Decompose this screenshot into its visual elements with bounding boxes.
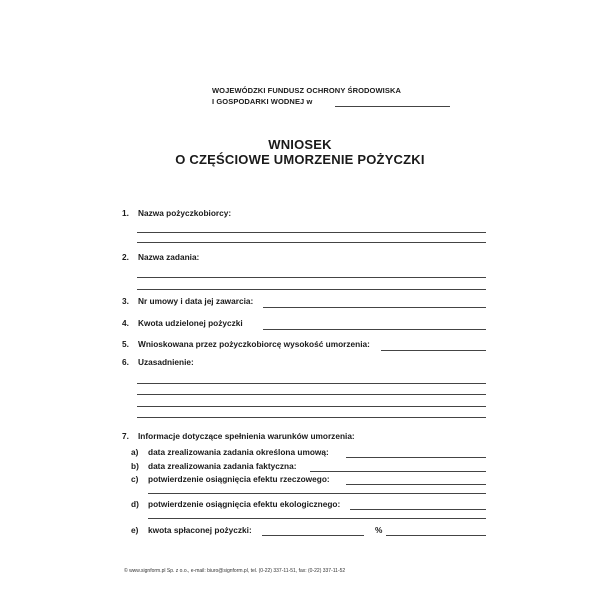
item-label-task-name: Nazwa zadania: — [138, 252, 200, 262]
justification-line[interactable] — [137, 383, 486, 384]
form-subtitle: O CZĘŚCIOWE UMORZENIE POŻYCZKI — [175, 152, 425, 167]
footer-copyright: © www.signform.pl Sp. z o.o., e-mail: biuro@signform.pl, tel. (0-22) 337-11-51, fax: (0-22) 337-11-52 — [124, 568, 346, 574]
borrower-name-line[interactable] — [137, 242, 486, 243]
form-title: WNIOSEK — [268, 137, 332, 152]
ecological-effect-line[interactable] — [148, 518, 486, 519]
subitem-label-ecological-effect: potwierdzenie osiągnięcia efektu ekologicznego: — [148, 499, 341, 509]
item-label-conditions: Informacje dotyczące spełnienia warunków umorzenia: — [138, 431, 355, 441]
percent-sign: % — [375, 525, 383, 535]
item-number: 7. — [122, 431, 129, 441]
justification-line[interactable] — [137, 394, 486, 395]
item-label-requested-remission: Wnioskowana przez pożyczkobiorcę wysokość umorzenia: — [138, 339, 370, 349]
justification-line[interactable] — [137, 417, 486, 418]
loan-amount-line[interactable] — [263, 329, 486, 330]
subitem-letter: e) — [131, 525, 139, 535]
material-effect-line[interactable] — [148, 493, 486, 494]
subitem-letter: d) — [131, 499, 139, 509]
item-number: 6. — [122, 357, 129, 367]
repaid-percent-line[interactable] — [386, 535, 486, 536]
subitem-label-repaid-amount: kwota spłaconej pożyczki: — [148, 525, 252, 535]
item-label-justification: Uzasadnienie: — [138, 357, 194, 367]
item-number: 1. — [122, 208, 129, 218]
material-effect-line[interactable] — [346, 484, 486, 485]
item-number: 4. — [122, 318, 129, 328]
fund-name-line2: I GOSPODARKI WODNEJ w — [212, 97, 313, 106]
fund-city-field-line[interactable] — [335, 106, 450, 107]
item-number: 5. — [122, 339, 129, 349]
ecological-effect-line[interactable] — [350, 509, 486, 510]
item-label-contract-number: Nr umowy i data jej zawarcia: — [138, 296, 254, 306]
subitem-label-planned-date: data zrealizowania zadania określona umową: — [148, 447, 329, 457]
borrower-name-line[interactable] — [137, 232, 486, 233]
item-label-loan-amount: Kwota udzielonej pożyczki — [138, 318, 243, 328]
item-label-borrower-name: Nazwa pożyczkobiorcy: — [138, 208, 232, 218]
planned-date-line[interactable] — [346, 457, 486, 458]
justification-line[interactable] — [137, 406, 486, 407]
task-name-line[interactable] — [137, 289, 486, 290]
subitem-letter: c) — [131, 474, 139, 484]
subitem-label-material-effect: potwierdzenie osiągnięcia efektu rzeczowego: — [148, 474, 330, 484]
task-name-line[interactable] — [137, 277, 486, 278]
requested-remission-line[interactable] — [381, 350, 486, 351]
subitem-letter: b) — [131, 461, 139, 471]
repaid-amount-line[interactable] — [262, 535, 364, 536]
item-number: 2. — [122, 252, 129, 262]
actual-date-line[interactable] — [310, 471, 486, 472]
subitem-letter: a) — [131, 447, 139, 457]
fund-name-line1: WOJEWÓDZKI FUNDUSZ OCHRONY ŚRODOWISKA — [212, 86, 401, 95]
subitem-label-actual-date: data zrealizowania zadania faktyczna: — [148, 461, 297, 471]
item-number: 3. — [122, 296, 129, 306]
contract-number-line[interactable] — [263, 307, 486, 308]
